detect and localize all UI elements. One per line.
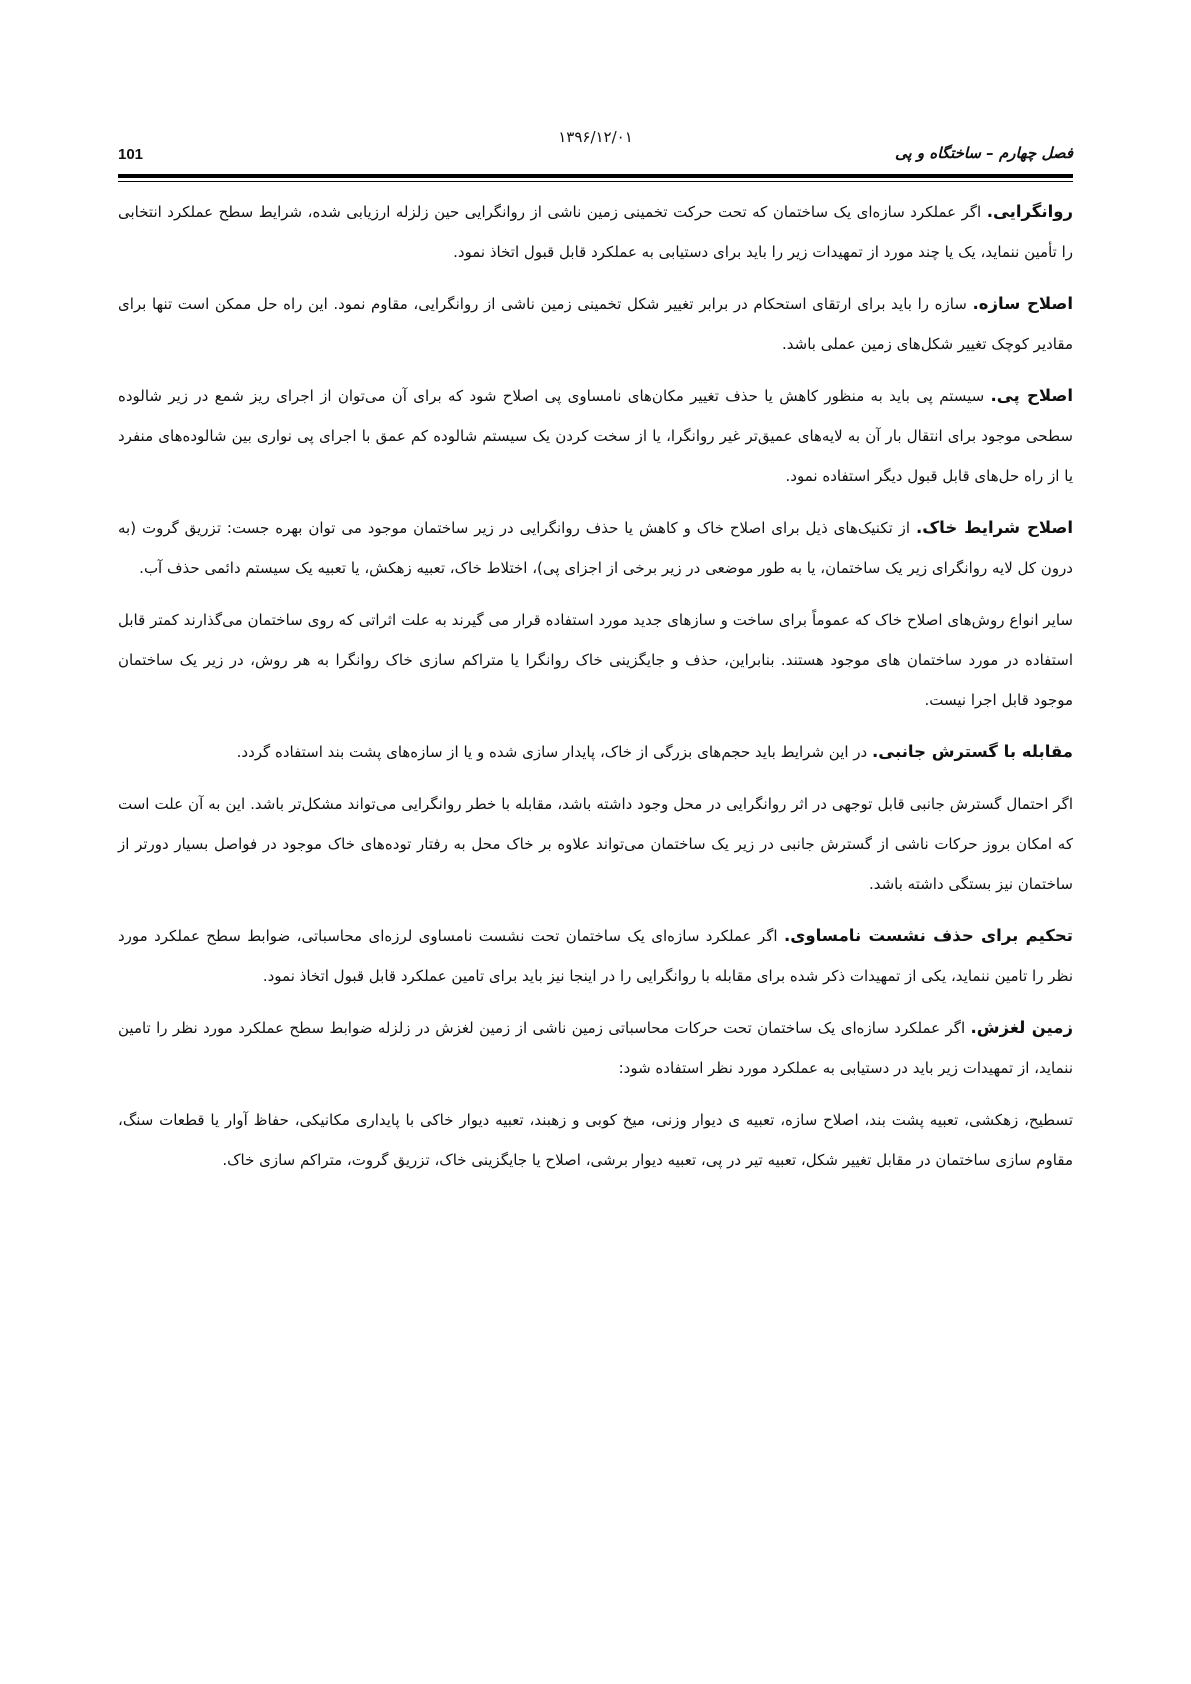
paragraph-lateral-spread-note xyxy=(118,784,1073,904)
header-date: ۱۳۹۶/۱۲/۰۱ xyxy=(558,128,633,146)
paragraph-heading: زمین لغزش. xyxy=(970,1018,1074,1037)
paragraph-liquefaction xyxy=(118,192,1073,272)
paragraph-text: در این شرایط باید حجم‌های بزرگی از خاک، پایدار سازی شده و یا از سازه‌های پشت بند استفاده گردد. xyxy=(236,743,873,761)
paragraph-text: سیستم پی باید به منظور کاهش یا حذف تغییر مکان‌های نامساوی پی اصلاح شود که برای آن می‌توان از اجرای ریز شمع در زیر شالوده سطحی موجود برای انتقال بار آن به لایه‌های عمیق‌تر غیر روانگرا، یا از سخت کردن یک سیستم شالوده کم عمق با اجرای پی نواری بین شالوده‌های منفرد یا از راه حل‌های قابل قبول دیگر استفاده نمود. xyxy=(118,387,1073,485)
paragraph-soil-improvement xyxy=(118,508,1073,588)
paragraph-text: اگر احتمال گسترش جانبی قابل توجهی در اثر روانگرایی در محل وجود داشته باشد، مقابله با خطر روانگرایی می‌تواند مشکل‌تر باشد. این به آن علت است که امکان بروز حرکات ناشی از گسترش جانبی در زیر یک ساختمان می‌تواند علاوه بر خاک محل به رفتار توده‌های خاک موجود در فواصل بسیار دورتر از ساختمان نیز بستگی داشته باشد. xyxy=(118,795,1073,893)
paragraph-heading: مقابله با گسترش جانبی. xyxy=(872,742,1073,761)
paragraph-structure-retrofit xyxy=(118,284,1073,364)
paragraph-differential-settlement xyxy=(118,916,1073,996)
paragraph-text: تسطیح، زهکشی، تعبیه پشت بند، اصلاح سازه، تعبیه ی دیوار وزنی، میخ کوبی و زهبند، تعبیه دیوار خاکی با پایداری مکانیکی، حفاظ آوار یا قطعات سنگ، مقاوم سازی ساختمان در مقابل تغییر شکل، تعبیه تیر در پی، تعبیه دیوار برشی، اصلاح یا جایگزینی خاک، تزریق گروت، متراکم سازی خاک. xyxy=(118,1111,1073,1169)
header-rule-thin xyxy=(118,181,1073,182)
paragraph-heading: تحکیم برای حذف نشست نامساوی. xyxy=(783,926,1073,945)
page-header xyxy=(118,128,1073,174)
paragraph-foundation-retrofit xyxy=(118,376,1073,496)
paragraph-lateral-spread xyxy=(118,732,1073,772)
paragraph-text: سازه را باید برای ارتقای استحکام در برابر تغییر شکل تخمینی زمین ناشی از روانگرایی، مقاوم نمود. این راه حل ممکن است تنها برای مقادیر کوچک تغییر شکل‌های زمین عملی باشد. xyxy=(118,295,1073,353)
paragraph-other-methods xyxy=(118,600,1073,720)
paragraph-heading: روانگرایی. xyxy=(986,202,1073,221)
paragraph-text: سایر انواع روش‌های اصلاح خاک که عموماً برای ساخت و سازهای جدید مورد استفاده قرار می گیرند به علت اثراتی که روی ساختمان می‌گذارند کمتر قابل استفاده در مورد ساختمان های موجود هستند. بنابراین، حذف و جایگزینی خاک روانگرا یا متراکم سازی خاک روانگرا به هر روش، در زیر یک ساختمان موجود قابل اجرا نیست. xyxy=(118,611,1073,709)
paragraph-landslide xyxy=(118,1008,1073,1088)
paragraph-text: از تکنیک‌های ذیل برای اصلاح خاک و کاهش یا حذف روانگرایی در زیر ساختمان موجود می توان بهره جست: تزریق گروت (به درون کل لایه روانگرای زیر یک ساختمان، یا به طور موضعی در زیر برخی از اجزای پی)، اختلاط خاک، تعبیه زهکش، یا تعبیه یک سیستم دائمی حذف آب. xyxy=(118,519,1073,577)
paragraph-heading: اصلاح شرایط خاک. xyxy=(915,518,1073,537)
paragraph-heading: اصلاح پی. xyxy=(990,386,1074,405)
paragraph-text: اگر عملکرد سازه‌ای یک ساختمان تحت حرکات محاسباتی زمین ناشی از زمین لغزش در زلزله ضوابط سطح عملکرد مورد نظر را تامین ننماید، از تمهیدات زیر باید در دستیابی به عملکرد مورد نظر استفاده شود: xyxy=(118,1019,1073,1077)
paragraph-landslide-measures xyxy=(118,1100,1073,1180)
header-rule-thick xyxy=(118,174,1073,178)
chapter-title: فصل چهارم – ساختگاه و پی xyxy=(894,144,1073,162)
page-number: 101 xyxy=(118,146,144,163)
paragraph-text: اگر عملکرد سازه‌ای یک ساختمان که تحت حرکت تخمینی زمین ناشی از روانگرایی حین زلزله ارزیابی شده، شرایط سطح عملکرد انتخابی را تأمین ننماید، یک یا چند مورد از تمهیدات زیر را باید برای دستیابی به عملکرد قابل قبول اتخاذ نمود. xyxy=(118,203,1073,261)
page-body xyxy=(118,192,1073,1192)
paragraph-text: اگر عملکرد سازه‌ای یک ساختمان تحت نشست نامساوی لرزه‌ای محاسباتی، ضوابط سطح عملکرد مورد نظر را تامین ننماید، یکی از تمهیدات ذکر شده برای مقابله با روانگرایی را در اینجا نیز باید برای تامین عملکرد قابل قبول اتخاذ نمود. xyxy=(118,927,1073,985)
paragraph-heading: اصلاح سازه. xyxy=(972,294,1073,313)
